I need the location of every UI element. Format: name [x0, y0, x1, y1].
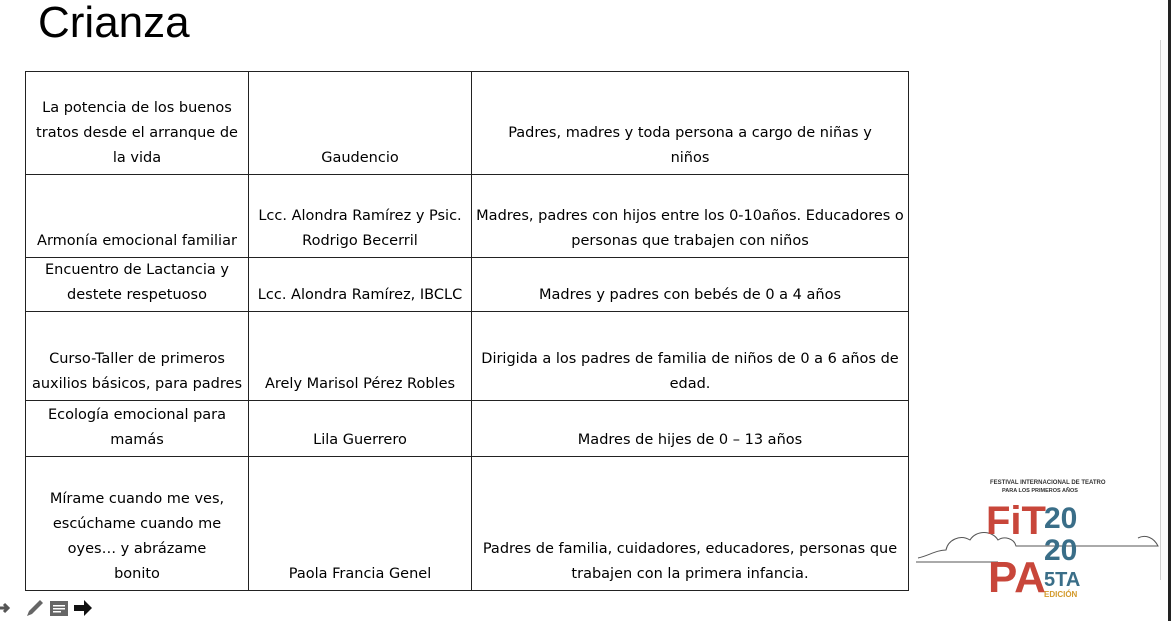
speaker-cell: Arely Marisol Pérez Robles: [249, 312, 472, 401]
presentation-toolbar: [0, 597, 96, 619]
speaker-cell: Lila Guerrero: [249, 401, 472, 457]
activity-cell: Ecología emocional para mamás: [26, 401, 249, 457]
logo-tagline-1: FESTIVAL INTERNACIONAL DE TEATRO: [990, 480, 1106, 486]
audience-cell: Padres de familia, cuidadores, educadores, personas que trabajen con la primera infancia.: [472, 457, 909, 591]
logo-fit-letters: FiT: [986, 499, 1046, 543]
schedule-table: [25, 71, 909, 591]
table-row: [26, 175, 909, 258]
arrow-icon[interactable]: [0, 597, 22, 619]
table-row: [26, 457, 909, 591]
speaker-cell: Lcc. Alondra Ramírez y Psic. Rodrigo Becerril: [249, 175, 472, 258]
audience-cell: Madres, padres con hijos entre los 0-10años. Educadores o personas que trabajen con niños: [472, 175, 909, 258]
table-row: [26, 258, 909, 312]
activity-cell: Curso-Taller de primeros auxilios básicos, para padres: [26, 312, 249, 401]
audience-cell: Dirigida a los padres de familia de niños de 0 a 6 años de edad.: [472, 312, 909, 401]
logo-edition-number: 5TA: [1044, 569, 1081, 591]
activity-cell: Armonía emocional familiar: [26, 175, 249, 258]
audience-cell: Madres y padres con bebés de 0 a 4 años: [472, 258, 909, 312]
speaker-cell: Lcc. Alondra Ramírez, IBCLC: [249, 258, 472, 312]
speaker-cell: Paola Francia Genel: [249, 457, 472, 591]
audience-cell: Padres, madres y toda persona a cargo de niñas y niños: [472, 72, 909, 175]
fitpa-logo: [914, 476, 1164, 604]
speaker-cell: Gaudencio: [249, 72, 472, 175]
logo-year-top: 20: [1044, 502, 1078, 535]
slide-title: Crianza: [38, 0, 190, 47]
activity-cell: Encuentro de Lactancia y destete respetuoso: [26, 258, 249, 312]
logo-tagline-2: PARA LOS PRIMEROS AÑOS: [1002, 488, 1078, 494]
table-row: [26, 401, 909, 457]
table-row: [26, 72, 909, 175]
activity-cell: La potencia de los buenos tratos desde el arranque de la vida: [26, 72, 249, 175]
table-row: [26, 312, 909, 401]
audience-cell: Madres de hijes de 0 – 13 años: [472, 401, 909, 457]
logo-pa-letters: PA: [988, 553, 1046, 602]
activity-cell: Mírame cuando me ves, escúchame cuando me oyes… y abrázame bonito: [26, 457, 249, 591]
pointer-icon[interactable]: [72, 597, 94, 619]
logo-edition-word: EDICIÓN: [1044, 590, 1078, 599]
logo-year-bottom: 20: [1044, 534, 1078, 567]
notes-icon[interactable]: [48, 597, 70, 619]
pen-icon[interactable]: [24, 597, 46, 619]
